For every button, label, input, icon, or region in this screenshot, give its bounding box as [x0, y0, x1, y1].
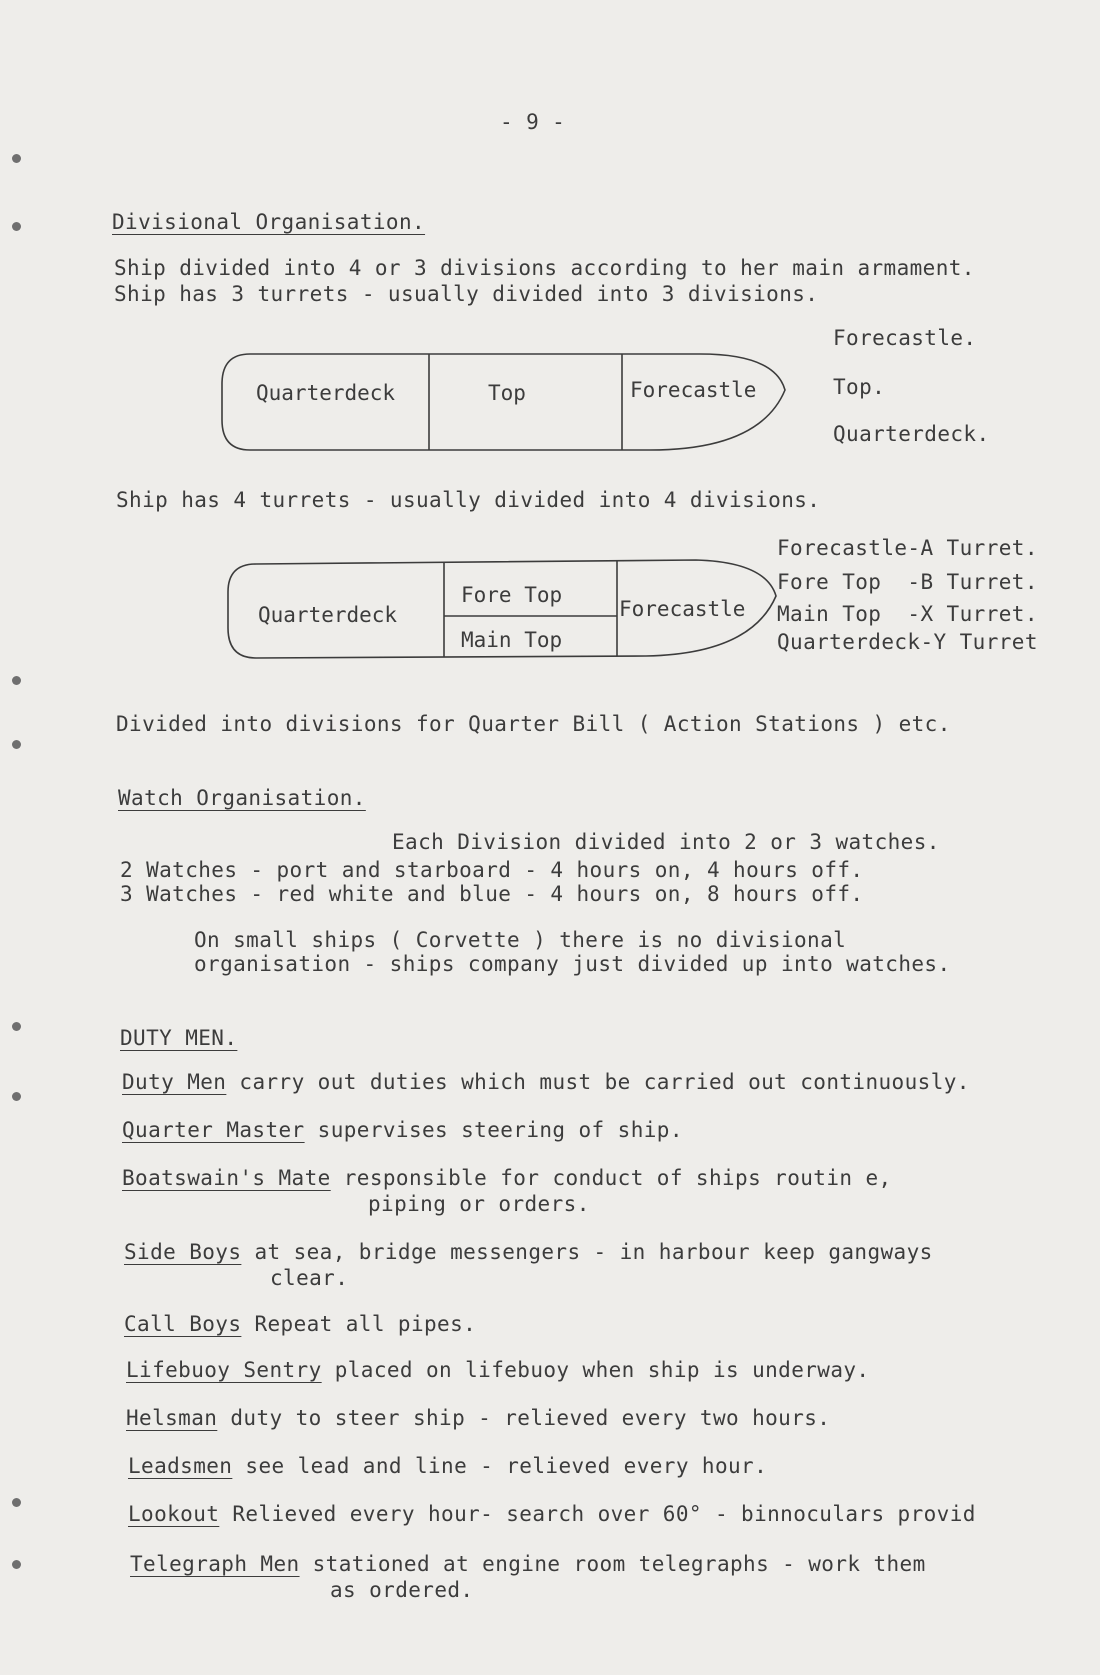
duty-item [122, 1168, 892, 1189]
duty-term: Call Boys [124, 1312, 242, 1336]
duty-item [130, 1554, 926, 1575]
duty-item [124, 1314, 476, 1335]
list1-top: Top. [833, 375, 886, 399]
list1-forecastle: Forecastle. [833, 326, 977, 350]
duty-desc: Relieved every hour- search over 60° - binnoculars provid [232, 1502, 976, 1526]
duty-item [128, 1504, 976, 1525]
duty-item [124, 1242, 933, 1263]
punch-hole [12, 154, 21, 163]
duty-desc-continued: piping or orders. [368, 1192, 590, 1216]
duty-desc: placed on lifebuoy when ship is underway. [334, 1358, 870, 1382]
punch-hole [12, 222, 21, 231]
duty-item [126, 1408, 830, 1429]
divisional-line-4: Divided into divisions for Quarter Bill ( Action Stations ) etc. [116, 712, 951, 736]
punch-hole [12, 676, 21, 685]
duty-term: Quarter Master [122, 1118, 305, 1142]
punch-hole [12, 1092, 21, 1101]
punch-hole [12, 740, 21, 749]
watch-line-4: On small ships ( Corvette ) there is no divisional [194, 928, 847, 952]
duty-term: Lookout [128, 1502, 220, 1526]
duty-term: Lifebuoy Sentry [126, 1358, 322, 1382]
watch-heading: Watch Organisation. [118, 786, 366, 810]
divisional-line-1: Ship divided into 4 or 3 divisions according to her main armament. [114, 256, 975, 280]
ship1-quarterdeck-label: Quarterdeck [256, 381, 396, 405]
duty-desc: see lead and line - relieved every hour. [245, 1454, 768, 1478]
duty-desc: supervises steering of ship. [317, 1118, 683, 1142]
duty-desc: Repeat all pipes. [254, 1312, 477, 1336]
list2-quarterdeck: Quarterdeck-Y Turret [777, 630, 1038, 654]
duty-item [128, 1456, 767, 1477]
duty-heading: DUTY MEN. [120, 1026, 238, 1050]
list2-forecastle: Forecastle-A Turret. [777, 536, 1038, 560]
ship1-top-label: Top [488, 381, 526, 405]
punch-hole [12, 1498, 21, 1507]
duty-item [122, 1120, 683, 1141]
watch-line-3: 3 Watches - red white and blue - 4 hours on, 8 hours off. [120, 882, 864, 906]
duty-desc: responsible for conduct of ships routin e, [343, 1166, 892, 1190]
watch-line-2: 2 Watches - port and starboard - 4 hours on, 4 hours off. [120, 858, 864, 882]
divisional-heading: Divisional Organisation. [112, 210, 426, 234]
punch-hole [12, 1560, 21, 1569]
duty-desc: at sea, bridge messengers - in harbour keep gangways [254, 1240, 933, 1264]
ship2-forecastle-label: Forecastle [619, 597, 746, 621]
duty-item [126, 1360, 869, 1381]
duty-desc: stationed at engine room telegraphs - work them [312, 1552, 926, 1576]
ship1-forecastle-label: Forecastle [630, 378, 757, 402]
punch-hole [12, 1022, 21, 1031]
list2-main-top: Main Top -X Turret. [777, 602, 1038, 626]
watch-line-5: organisation - ships company just divided up into watches. [194, 952, 951, 976]
duty-term: Telegraph Men [130, 1552, 300, 1576]
ship2-fore-top-label: Fore Top [461, 583, 563, 607]
list2-fore-top: Fore Top -B Turret. [777, 570, 1038, 594]
duty-term: Helsman [126, 1406, 218, 1430]
duty-desc-continued: as ordered. [330, 1578, 474, 1602]
watch-line-1: Each Division divided into 2 or 3 watches. [392, 830, 940, 854]
duty-item [122, 1072, 970, 1093]
duty-desc: carry out duties which must be carried out continuously. [239, 1070, 970, 1094]
duty-term: Leadsmen [128, 1454, 233, 1478]
list1-quarterdeck: Quarterdeck. [833, 422, 990, 446]
duty-term: Duty Men [122, 1070, 227, 1094]
duty-desc-continued: clear. [270, 1266, 349, 1290]
duty-desc: duty to steer ship - relieved every two hours. [230, 1406, 831, 1430]
ship2-quarterdeck-label: Quarterdeck [258, 603, 398, 627]
ship2-main-top-label: Main Top [461, 628, 563, 652]
duty-term: Side Boys [124, 1240, 242, 1264]
divisional-line-2: Ship has 3 turrets - usually divided into 3 divisions. [114, 282, 819, 306]
duty-term: Boatswain's Mate [122, 1166, 331, 1190]
page-number: - 9 - [500, 110, 566, 134]
divisional-line-3: Ship has 4 turrets - usually divided into 4 divisions. [116, 488, 821, 512]
